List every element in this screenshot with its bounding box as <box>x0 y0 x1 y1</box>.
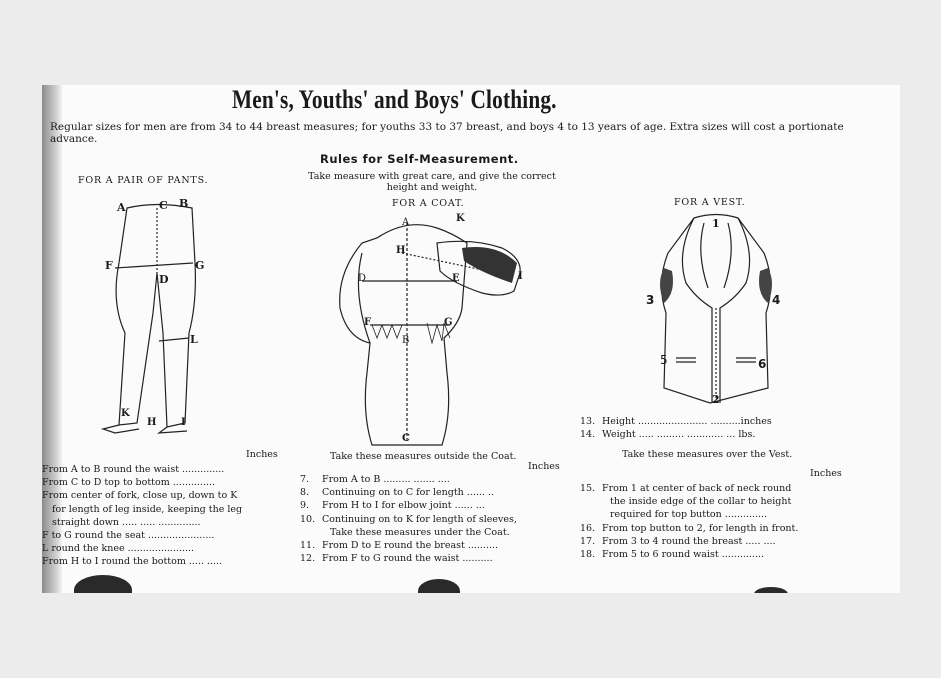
coat-item: 11. From D to E round the breast .......... <box>300 540 499 552</box>
vest-item: the inside edge of the collar to height <box>610 496 792 508</box>
coat-inches-header: Inches <box>528 461 560 472</box>
coat-item: 7. From A to B ......... ....... .... <box>300 474 450 485</box>
pants-item: From C to D top to bottom .............. <box>42 477 216 489</box>
pants-label-f: F <box>105 259 113 272</box>
coat-label-c: C <box>402 433 410 444</box>
vest-height-item: 13. Height ....................... ..........inches <box>580 416 772 427</box>
pants-label-d: D <box>159 273 169 286</box>
pants-label-l: L <box>190 333 198 346</box>
cropped-illustration <box>754 587 788 593</box>
pants-item: From H to I round the bottom ..... ..... <box>42 556 223 568</box>
coat-item: 12. From F to G round the waist .......... <box>300 553 493 565</box>
coat-item: Take these measures under the Coat. <box>330 526 510 538</box>
pants-label-a: A <box>117 201 126 214</box>
coat-label-h: H <box>396 245 406 256</box>
page-title: Men's, Youths' and Boys' Clothing. <box>232 85 557 114</box>
vest-top-list <box>580 415 772 441</box>
vest-item: 16. From top button to 2, for length in front. <box>580 522 799 534</box>
vest-label-4: 4 <box>772 293 781 307</box>
pants-label-k: K <box>121 408 130 419</box>
pants-item: From center of fork, close up, down to K <box>42 490 238 502</box>
pants-label-h: H <box>147 417 157 428</box>
pants-item: straight down ..... ..... .............. <box>52 516 201 528</box>
vest-under-note: Take these measures over the Vest. <box>622 449 793 460</box>
pants-inches-header: Inches <box>246 449 278 460</box>
coat-drawing <box>332 213 532 448</box>
coat-label-i: I <box>518 271 523 282</box>
intro-text: Regular sizes for men are from 34 to 44 breast measures; for youths 33 to 37 breast, and boys 4 to 13 years of age. Extra sizes will cost a portionate advance. <box>50 121 844 145</box>
catalog-page <box>42 85 900 593</box>
vest-label-2: 2 <box>712 393 720 406</box>
vest-item: 17. From 3 to 4 round the breast ..... .... <box>580 535 776 547</box>
pants-diagram <box>97 193 227 443</box>
pants-label-b: B <box>179 197 189 210</box>
pants-item: From A to B round the waist .............. <box>42 464 225 475</box>
vest-inches-header: Inches <box>810 468 842 479</box>
pants-item: F to G round the seat ...................... <box>42 530 215 542</box>
vest-label-6: 6 <box>758 357 767 371</box>
vest-item: 15. From 1 at center of back of neck round <box>580 483 792 494</box>
coat-diagram <box>332 213 532 448</box>
pants-label-i: I <box>181 417 186 428</box>
coat-caption: FOR A COAT. <box>392 198 465 209</box>
vest-item: 18. From 5 to 6 round waist .............. <box>580 549 764 561</box>
coat-label-e: E <box>452 273 460 284</box>
pants-label-g: G <box>195 259 205 272</box>
vest-label-3: 3 <box>646 293 655 307</box>
cropped-illustration <box>418 579 460 593</box>
vest-caption: FOR A VEST. <box>674 197 746 208</box>
pants-drawing <box>97 193 227 443</box>
vest-item: required for top button .............. <box>610 509 768 521</box>
pants-measure-list <box>42 463 242 569</box>
coat-measure-list <box>300 473 517 565</box>
pants-caption: FOR A PAIR OF PANTS. <box>78 175 209 186</box>
vest-label-1: 1 <box>712 217 720 230</box>
vest-drawing <box>646 213 786 413</box>
pants-label-c: C <box>159 199 168 212</box>
vest-diagram <box>646 213 786 413</box>
coat-under-note: Take these measures outside the Coat. <box>330 451 517 462</box>
vest-label-5: 5 <box>660 353 668 367</box>
coat-label-k: K <box>456 213 465 224</box>
coat-label-b: B <box>402 335 410 346</box>
coat-item: 8. Continuing on to C for length ...... .. <box>300 487 494 499</box>
coat-label-a: A <box>402 217 410 228</box>
pants-item: L round the knee ...................... <box>42 543 195 555</box>
cropped-illustration <box>74 575 132 593</box>
rules-heading: Rules for Self-Measurement. <box>320 152 519 166</box>
pants-item: for length of leg inside, keeping the leg <box>52 503 243 515</box>
vest-weight-item: 14. Weight ..... ......... ............ ... lbs. <box>580 429 756 441</box>
coat-label-g: G <box>444 317 453 328</box>
coat-label-f: F <box>364 317 372 328</box>
coat-label-d: D <box>358 273 367 284</box>
vest-measure-list <box>580 482 798 561</box>
coat-item: 9. From H to I for elbow joint ...... ... <box>300 500 485 512</box>
care-note: Take measure with great care, and give the correct height and weight. <box>308 171 556 193</box>
coat-item: 10. Continuing on to K for length of sleeves, <box>300 513 517 525</box>
